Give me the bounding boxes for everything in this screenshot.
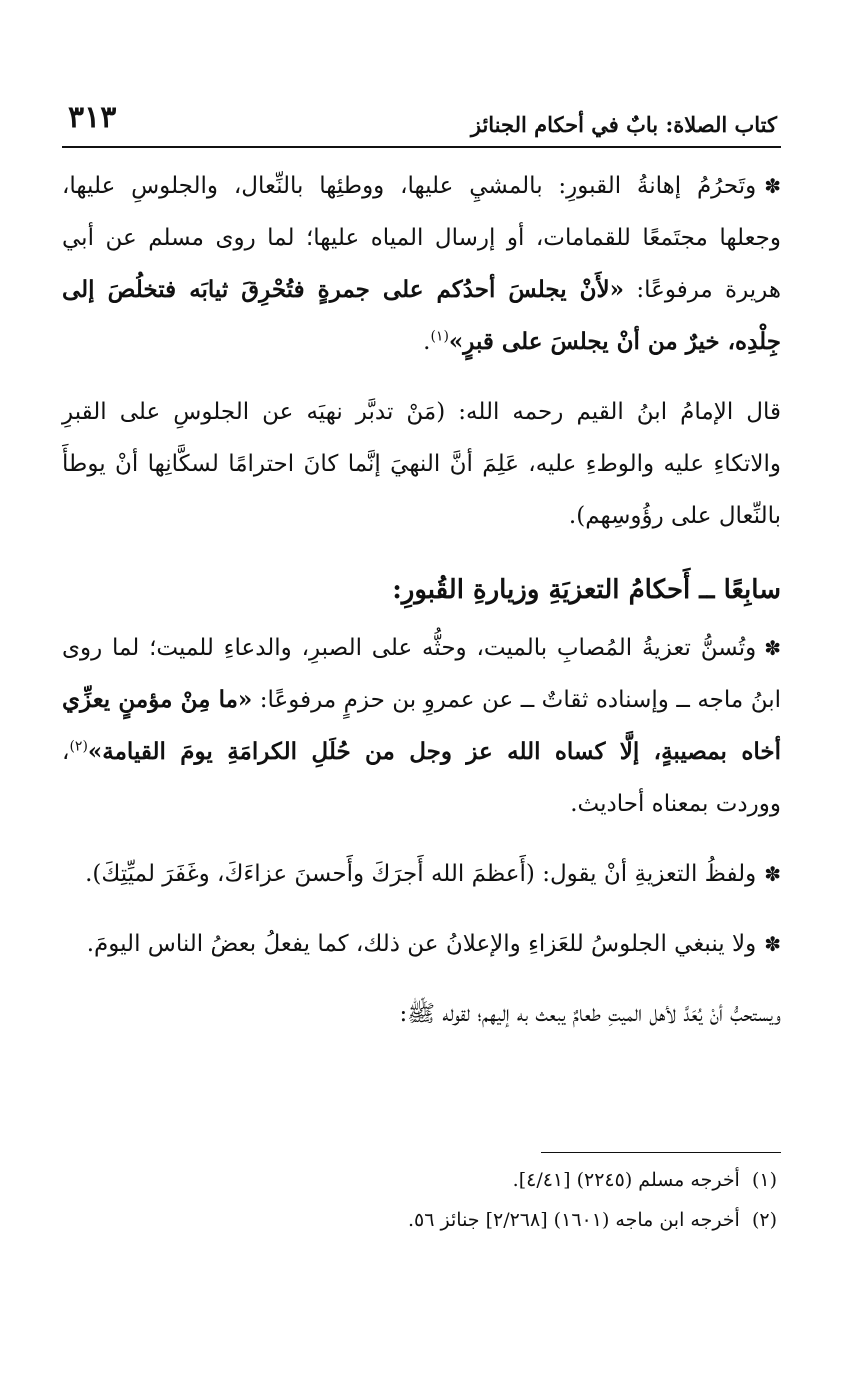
- asterisk-icon: ✽: [764, 174, 781, 198]
- section-heading: سابِعًا ــ أَحكامُ التعزيَةِ وزيارةِ القُبورِ:: [392, 575, 781, 605]
- footnote-2: [62, 1200, 777, 1240]
- paragraph-5-text: ولا ينبغي الجلوسُ للعَزاءِ والإعلانُ عن ذلك، كما يفعلُ بعضُ الناس اليومَ.: [86, 931, 757, 957]
- hadith-quote-1: «لأَنْ يجلسَ أحدُكم على جمرةٍ فتُحْرِقَ ثيابَه فتخلُصَ إلى جِلْدِه، خيرٌ من أنْ يجلسَ على قبرٍ»: [62, 276, 781, 355]
- footnote-number: (٢): [751, 1209, 777, 1231]
- paragraph-1: [62, 160, 781, 368]
- page-number: ٣١٣: [68, 100, 117, 135]
- footnotes: [62, 1160, 777, 1240]
- footnote-number: (١): [751, 1169, 777, 1191]
- paragraph-5: [62, 918, 781, 970]
- paragraph-2-text: قال الإمامُ ابنُ القيم رحمه الله: (مَنْ تدبَّر نهيَه عن الجلوسِ على القبرِ والاتكاءِ عليه والوطءِ عليه، عَلِمَ أنَّ النهيَ إنَّما كانَ احترامًا لسكَّانِها أنْ يوطأَ بالنِّعال على رؤُوسِهم).: [62, 399, 781, 529]
- paragraph-4: [62, 848, 781, 900]
- asterisk-icon: ✽: [764, 862, 781, 886]
- paragraph-6-text: ويستحبُّ أنْ يُعَدَّ لأهل الميتِ طعامٌ يبعث به إليهم؛ لقوله ﷺ:: [399, 1001, 781, 1027]
- paragraph-1-end: .: [423, 329, 431, 355]
- paragraph-6: [62, 988, 781, 1040]
- footnote-text: أخرجه ابن ماجه (١٦٠١) [٢/٢٦٨] جنائز ٥٦.: [408, 1209, 740, 1231]
- page-header: [62, 96, 781, 148]
- hadith-quote-2: «ما مِنْ مؤمنٍ يعزِّي أخاه بمصيبةٍ، إلَّا كساه الله عز وجل من حُلَلِ الكرامَةِ يومَ القيامة»: [62, 686, 781, 765]
- footnote-1: [62, 1160, 777, 1200]
- paragraph-3-end: ، ووردت بمعناه أحاديث.: [62, 739, 781, 817]
- asterisk-icon: ✽: [764, 636, 781, 660]
- footnote-ref-1: (١): [430, 328, 449, 345]
- paragraph-3: [62, 622, 781, 830]
- paragraph-1-text: وتَحرُمُ إهانةُ القبورِ: بالمشيِ عليها، ووطئِها بالنِّعال، والجلوسِ عليها، وجعلها مجتَمعًا للقمامات، أو إرسال المياه عليها؛ لما روى مسلم عن أبي هريرة مرفوعًا:: [62, 173, 782, 303]
- asterisk-icon: ✽: [764, 932, 781, 956]
- running-title: كتاب الصلاة: بابٌ في أحكام الجنائز: [470, 112, 777, 137]
- footnote-text: أخرجه مسلم (٢٢٤٥) [٤/٤١].: [512, 1169, 740, 1191]
- footnote-ref-2: (٢): [69, 738, 88, 755]
- paragraph-2: [62, 386, 781, 542]
- main-text: [62, 160, 781, 1050]
- paragraph-3-text: وتُسنُّ تعزيةُ المُصابِ بالميت، وحثُّه على الصبرِ، والدعاءِ للميت؛ لما روى ابنُ ماجه ــ وإسناده ثقاتٌ ــ عن عمروِ بن حزمٍ مرفوعًا:: [62, 635, 781, 713]
- paragraph-4-text: ولفظُ التعزيةِ أنْ يقول: (أَعظمَ الله أَجرَكَ وأَحسنَ عزاءَكَ، وغَفَرَ لميِّتِكَ).: [85, 861, 757, 887]
- footnote-divider: [541, 1152, 781, 1153]
